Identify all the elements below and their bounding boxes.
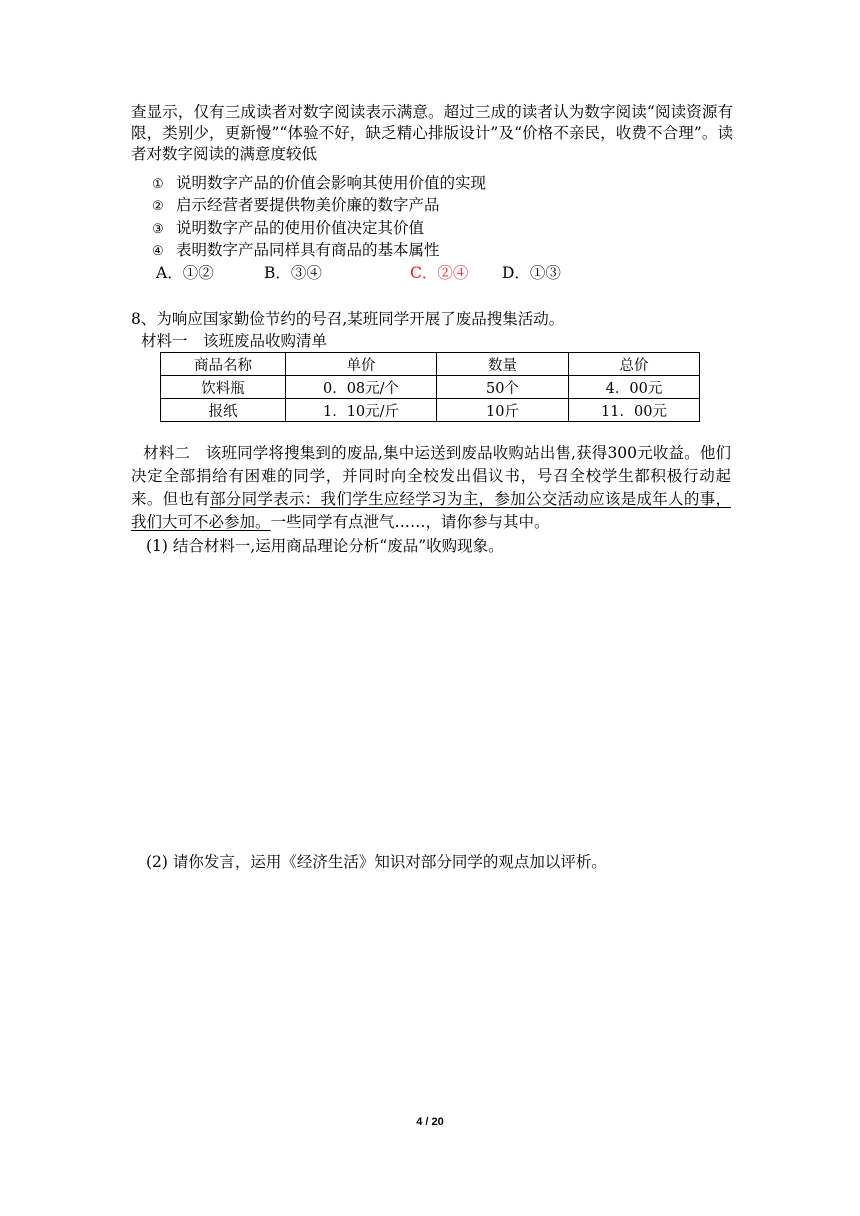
table-cell: 11．00元 bbox=[569, 399, 700, 422]
page-number: 4 / 20 bbox=[416, 1116, 444, 1128]
option-number: ④ bbox=[152, 244, 164, 259]
table-cell: 1．10元/斤 bbox=[286, 399, 437, 422]
table-cell: 饮料瓶 bbox=[161, 376, 286, 399]
table-header-cell: 单价 bbox=[286, 353, 437, 376]
option-text: 启示经营者要提供物美价廉的数字产品 bbox=[176, 196, 440, 214]
material-2-underlined-text: 部分同学表示：我们学生应经学习为主，参加公交活动应该是成年人的事，我们大可不必参加。 bbox=[131, 490, 731, 531]
material-2-paragraph bbox=[131, 442, 731, 534]
table-cell: 10斤 bbox=[437, 399, 569, 422]
table-row bbox=[161, 376, 700, 399]
choice-a: A．①② bbox=[156, 264, 214, 282]
material-2-tail: 一些同学有点泄气……，请你参与其中。 bbox=[270, 513, 550, 531]
option-number: ② bbox=[152, 199, 164, 214]
table-header-cell: 总价 bbox=[569, 353, 700, 376]
option-1 bbox=[152, 172, 486, 196]
sub-question-1: (1) 结合材料一,运用商品理论分析“废品”收购现象。 bbox=[146, 537, 504, 555]
option-text: 说明数字产品的价值会影响其使用价值的实现 bbox=[176, 174, 487, 192]
choice-c-correct: C．②④ bbox=[410, 264, 469, 282]
option-3 bbox=[152, 217, 424, 241]
table-cell: 4．00元 bbox=[569, 376, 700, 399]
option-text: 说明数字产品的使用价值决定其价值 bbox=[176, 219, 425, 237]
option-number: ① bbox=[152, 177, 164, 192]
choice-d: D．①③ bbox=[502, 264, 561, 282]
option-number: ③ bbox=[152, 222, 164, 237]
waste-purchase-table bbox=[160, 352, 700, 422]
material-2-text: 材料二 该班同学将搜集到的废品,集中运送到废品收购站出售,获得300元收益。他们决定全部捐给有困难的同学，并同时向全校发出倡议书，号召全校学生都积极行动起来。但也有 bbox=[131, 444, 731, 508]
table-cell: 50个 bbox=[437, 376, 569, 399]
table-cell: 报纸 bbox=[161, 399, 286, 422]
answer-choices bbox=[156, 262, 561, 284]
option-text: 表明数字产品同样具有商品的基本属性 bbox=[176, 241, 440, 259]
option-4 bbox=[152, 239, 440, 263]
choice-b: B．③④ bbox=[264, 264, 322, 282]
sub-question-2: (2) 请你发言，运用《经济生活》知识对部分同学的观点加以评析。 bbox=[146, 853, 607, 871]
table-row bbox=[161, 399, 700, 422]
intro-paragraph: 查显示，仅有三成读者对数字阅读表示满意。超过三成的读者认为数字阅读“阅读资源有限，类别少，更新慢”“体验不好，缺乏精心排版设计”及“价格不亲民，收费不合理”。读者对数字阅读的满意度较低 bbox=[131, 103, 733, 163]
table-header-row bbox=[161, 353, 700, 376]
table-cell: 0．08元/个 bbox=[286, 376, 437, 399]
table-header-cell: 商品名称 bbox=[161, 353, 286, 376]
question-8-title: 8、为响应国家勤俭节约的号召,某班同学开展了废品搜集活动。 bbox=[131, 310, 565, 328]
material-1-title: 材料一 该班废品收购清单 bbox=[141, 332, 328, 350]
option-2 bbox=[152, 194, 440, 218]
table-header-cell: 数量 bbox=[437, 353, 569, 376]
